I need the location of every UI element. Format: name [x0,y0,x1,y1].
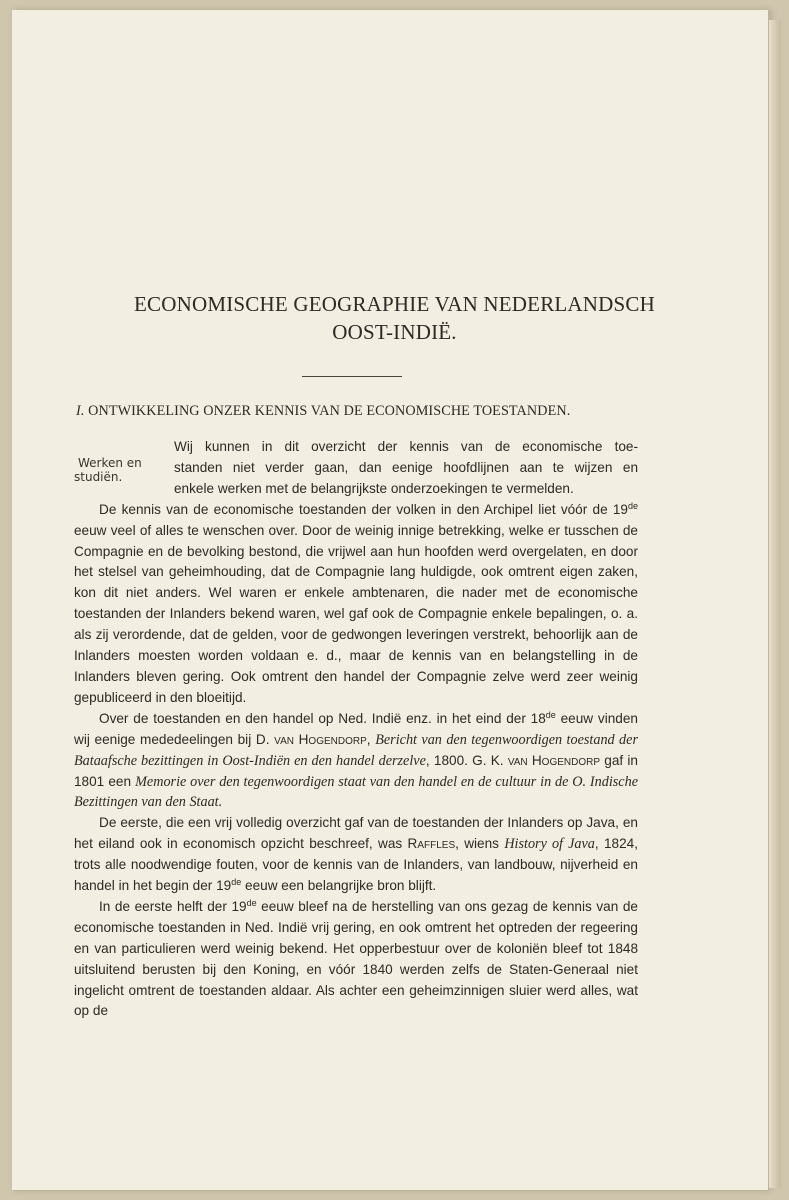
p3-text-e: gaf in 1801 een [74,752,638,789]
section-number: I. [76,403,85,419]
body-text [74,437,638,1022]
title-line-2: OOST-INDIË. [332,320,457,344]
p2-superscript: de [627,500,638,511]
paragraph-1-line-2: standen niet verder gaan, dan eenige hoofdlijnen aan te wijzen en [174,459,638,475]
paragraph-4 [74,813,638,897]
p5-superscript: de [246,897,257,908]
p5-text-b: eeuw bleef na de herstelling van ons gezag de kennis van de economische toestanden in Ned. Indië vrij gering, en ook omtrent het optreden der regeering en van particulieren werd weinig bekend. Het opperbestuur over de koloniën bleef tot 1848 uitsluitend berusten bij den Koning, en vóór 1840 werden zelfs de Staten-Generaal niet ingelicht omtrent de toestanden aldaar. Als achter een geheimzinnigen sluier werd alles, wat op de [74,898,638,1019]
p3-text-d: , 1800. G. K. [425,752,508,768]
p4-text-b: , wiens [455,836,505,852]
p3-author-1: van Hogendorp [274,731,367,747]
paragraph-1-line-3: enkele werken met de belangrijkste onderzoekingen te vermelden. [174,480,574,496]
p2-text-b: eeuw veel of alles te wenschen over. Door de weinig innige betrekking, welke er tusschen de Compagnie en de bevolking bestond, die vrijwel aan hun hoofden werd overgelaten, en door het stelsel van geheimhouding, dat de Compagnie lang huldigde, ook omtrent eigen zaken, kon dit niet anders. Wel waren er enkele ambtenaren, die nader met de economische toestanden der Inlanders bekend waren, wel gaf ook de Compagnie enkele bepalingen, o. a. als zij verordende, dat de gelden, voor de gedwongen leveringen verstrekt, behoorlijk aan de Inlanders moesten worden voldaan e. d., maar de kennis van en belangstelling in de Inlanders bleven gering. Ook omtrent den handel der Compagnie zelve werd zeer weinig gepubliceerd in den bloeitijd. [74,522,638,705]
p3-work-2: Memorie over den tegenwoordigen staat van den handel en de cultuur in de O. Indische Bezittingen van den Staat. [74,773,638,811]
p4-author: Raffles [407,836,456,852]
paragraph-1 [74,437,638,500]
p5-text-a: In de eerste helft der 19 [99,898,247,914]
p3-text-b: eeuw vinden wij eenige mededeelingen bij D. [74,710,638,747]
section-heading-text: ONTWIKKELING ONZER KENNIS VAN DE ECONOMISCHE TOESTANDEN. [88,403,571,419]
title-divider [302,376,402,377]
title-line-1: ECONOMISCHE GEOGRAPHIE VAN NEDERLANDSCH [134,292,655,316]
p2-text-a: De kennis van de economische toestanden der volken in den Archipel liet vóór de 19 [99,501,628,517]
p3-text-a: Over de toestanden en den handel op Ned. Indië enz. in het eind der 18 [99,710,546,726]
p3-author-2: van Hogendorp [507,752,601,768]
p4-text-d: eeuw een belangrijke bron blijft. [241,878,437,894]
p4-text-a: De eerste, die een vrij volledig overzicht gaf van de toestanden der Inlanders op Java, en het eiland ook in economisch opzicht beschreef, was [74,815,638,852]
paragraph-1-line-1: Wij kunnen in dit overzicht der kennis van de economische toe- [174,439,638,454]
paragraph-5 [74,897,638,1022]
p3-work-1: Bericht van den tegenwoordigen toestand der Bataafsche bezittingen in Oost-Indiën en den handel derzelve [74,731,638,769]
p4-text-c: , 1824, trots alle noodwendige fouten, voor de kennis van de Inlanders, van landbouw, nijverheid en handel in het begin der 19 [74,836,638,894]
p3-superscript: de [545,709,556,720]
p4-work: History of Java [504,836,595,853]
p4-superscript: de [231,877,242,888]
page-edge [768,20,781,1188]
p3-text-c: , [366,731,376,747]
paragraph-3 [74,709,638,814]
page-title [0,290,789,346]
margin-note-line-1: Werken en [78,456,142,470]
margin-note-line-2: studiën. [74,470,123,484]
section-heading [76,403,640,420]
paragraph-2 [74,500,638,709]
